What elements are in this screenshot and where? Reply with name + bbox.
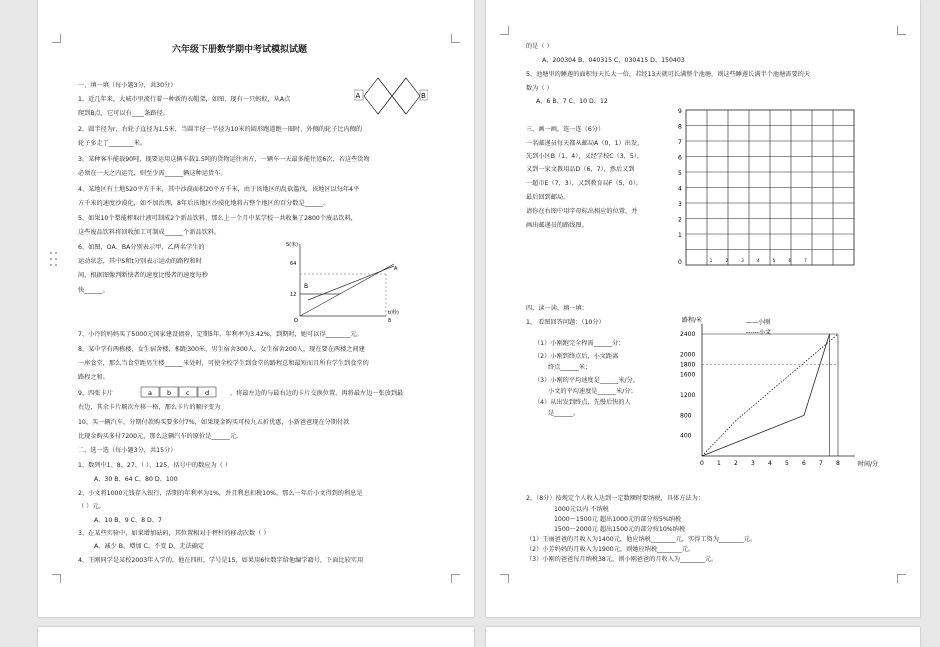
question-line: 4、某地区有土地520平方千米，其中沙漠面积20平方千米，由于该地区的乱砍滥伐，该地区以每年4平 <box>78 186 360 193</box>
question-line: 最后回到邮局。 <box>526 194 570 201</box>
legend-xiaogang: ——小刚 <box>746 319 771 326</box>
question-line: 请你在右图中用字母标出相应的位置，并 <box>526 208 638 215</box>
chart-x-tick: 4 <box>768 460 772 467</box>
question-line: ，将最左边的与最右边的卡片交换位置，再将最左边一张放到最 <box>230 390 404 397</box>
legend-xiaowen: ------小文 <box>746 329 771 336</box>
grid-y-tick: 3 <box>678 201 682 208</box>
distance-time-chart <box>680 312 886 470</box>
answer-options: A、减少 B、增加 C、不变 D、无法确定 <box>94 543 205 550</box>
chart-x-tick: 3 <box>751 460 755 467</box>
answer-options: A、30 B、64 C、80 D、100 <box>94 476 178 483</box>
section-2-heading: 二、选一选（每小题3分，共15分） <box>78 447 177 454</box>
grid-y-tick: 7 <box>678 139 682 146</box>
chart-x-title: 时间/分 <box>858 461 879 468</box>
question-line: 8、某中学有两栋楼，女生宿舍楼，相距300米，男生宿舍300人，女生宿舍200人，现在要在两楼之间建 <box>78 346 365 353</box>
question-line: 一超市E（7，3），又到教育局F（5，0）， <box>526 180 643 187</box>
chart-x-tick: 0 <box>700 460 704 467</box>
question-line: 这些废品饮料将回收加工可制成______个新品饮料。 <box>78 229 221 236</box>
chart-x-tick: 7 <box>819 460 823 467</box>
tax-row: 1000元以内 不纳税 <box>554 506 609 513</box>
grid-y-tick: 6 <box>678 154 682 162</box>
question-line: 爬到B点，它可以有____条路径。 <box>78 110 169 117</box>
question-line: 又到一家文教用品D（6，7），然后又到 <box>526 166 635 173</box>
grid-x-tick: 3 <box>741 258 744 263</box>
chart-y-tick: 1600 <box>680 371 696 379</box>
question-line: （1）小刚跑完全程需______分； <box>534 340 625 347</box>
graph-tick: 64 <box>290 261 297 267</box>
grid-x-tick: 1 <box>709 258 713 263</box>
question-line: 快______。 <box>78 287 109 294</box>
chart-y-tick: 2000 <box>680 351 696 359</box>
graph-tick: 12 <box>290 292 297 298</box>
question-line: 轮子多走了________米。 <box>78 140 147 147</box>
question-line: 运动状态，其中S和t分别表示运动的路程和时 <box>78 258 202 265</box>
card-row <box>140 386 218 398</box>
question-line: 2、（8分）按规定个人收入达到一定数额时要纳税，具体方法为： <box>526 495 705 502</box>
chart-x-tick: 6 <box>802 460 806 467</box>
card-label: c <box>186 389 190 397</box>
graph-point-b: B <box>304 283 309 290</box>
question-line: 一座食堂，那么当食堂距男生楼______米处时，可使全校学生到食堂的路程总和最短而且所有学生到食堂的 <box>78 360 369 367</box>
question-line: （3）小刚的平均速度是______米/分， <box>534 377 640 384</box>
question-line: 右边，其余卡片顺次左移一格，那么卡片的顺序变为 <box>78 404 221 411</box>
question-line: 1、数列中1、8、27、（ ）、125，括号中的数应为（ ） <box>78 462 231 469</box>
grid-x-tick: 7 <box>804 258 807 263</box>
grid-y-tick: 4 <box>678 185 682 193</box>
grid-y-tick: 9 <box>678 108 682 115</box>
question-line: 先到小区B（1，4），又经学校C（3，5）， <box>526 153 644 160</box>
question-line: 小文的平均速度是______米/分； <box>548 388 637 395</box>
question-line: （2）小芳妈妈的月收入为1900元，则她应纳税________元。 <box>526 546 695 553</box>
grid-y-tick: 8 <box>678 123 682 131</box>
question-line: 10、买一辆汽车，分期付款购买要多付7%，如果现金购买可按九五折优惠，小新爸爸现在分期付款 <box>78 419 350 426</box>
question-line: 1、 看图回答问题：（10分） <box>526 319 605 326</box>
chart-y-title: 路程/米 <box>682 317 703 324</box>
question-line: 路程之和。 <box>78 374 109 381</box>
graph-x-label: t(秒) <box>388 310 399 316</box>
exam-title: 六年级下册数学期中考试模拟试题 <box>172 45 308 55</box>
series-xiaowen-line <box>702 334 838 456</box>
chart-x-tick: 8 <box>836 460 840 467</box>
section-4-heading: 四、读一读、填一填： <box>526 305 588 312</box>
question-line: （2）小刚到终点后，小文距离 <box>534 353 619 360</box>
question-line: 比现金购买多付7200元，那么这辆汽车的原价是______元。 <box>78 433 243 440</box>
question-line: 3、某种客车能载90吨，现要运用这辆车载1.5吨的货物运往南方，一辆车一天最多能往返6次，若这些货物 <box>78 156 370 163</box>
diamond-label-a: A <box>355 92 361 100</box>
exam-page-3 <box>38 627 474 647</box>
grid-y-tick: 5 <box>678 170 682 177</box>
question-line: 2、小文将1000元钱存入银行，活期的年利率为1%，并且利息扣税10%，那么一年后小文得到的利息是 <box>78 490 363 497</box>
chart-y-tick: 1800 <box>680 361 696 369</box>
grid-y-tick: 2 <box>678 216 682 224</box>
question-line: 6、如图，OA、BA分别表示甲、乙两名学生的 <box>78 244 205 251</box>
question-line: 一名邮递员每天都从邮局A（0，1）出发， <box>526 140 644 147</box>
question-line: 5、池塘里的睡莲的面积每天长大一倍，若经13天就可长满整个池塘，则这些睡莲长满半个池塘需要的天 <box>526 71 811 78</box>
grid-x-tick: 5 <box>772 258 776 263</box>
drag-handle-icon[interactable] <box>50 252 58 268</box>
question-line: 方千米的速度沙漠化，如不加治理，8年后该地区沙漠化地将占整个地区的百分数是______。 <box>78 200 330 207</box>
chart-y-tick: 400 <box>680 432 692 440</box>
grid-x-tick: 2 <box>725 258 729 263</box>
question-line: 2、圆半径为r，右轮子直径为1.5米，当圆半径一半径为10米的圆形跑道跑一圈时，外侧的轮子比内侧的 <box>78 126 363 133</box>
question-line: 5、如果10个梨能榨取汁液可制成2个新品饮料，那么上一个月中某学校一共收集了2800个废品饮料， <box>78 215 357 222</box>
section-1-heading: 一、填一填（每小题3分，共30分） <box>78 82 177 89</box>
diamond-net-figure <box>354 76 428 116</box>
question-line: （3）小刚的爸爸每月纳税38元，则小刚爸爸的月收入为________元。 <box>526 556 718 563</box>
exam-page-4 <box>486 627 920 647</box>
question-line: 数为（ ） <box>526 85 553 92</box>
question-line: 终点______米； <box>548 364 592 371</box>
diamond-label-b: B <box>421 92 426 100</box>
coordinate-grid <box>676 104 882 284</box>
question-line: 7、小丹的妈妈买了5000元国家建设债券，定期5年，年利率为3.42%，到期时，她可以得________元。 <box>78 331 363 338</box>
question-line: 画出邮递员的路线图。 <box>526 222 588 229</box>
card-label: a <box>148 389 152 397</box>
question-line: （ ）元。 <box>78 503 105 510</box>
graph-point-o: O <box>294 318 298 324</box>
graph-y-label: S(米) <box>286 242 299 248</box>
grid-y-tick: 1 <box>678 232 682 239</box>
answer-options: A、10 B、9 C、8 D、7 <box>94 517 162 524</box>
chart-x-tick: 1 <box>717 460 721 467</box>
exam-page-1 <box>38 0 474 617</box>
question-line: 间，根据图像判断快者的速度比慢者的速度每秒 <box>78 272 208 279</box>
question-line: 1、近几年来，大城市里流行着一种新的衣帽架，如图，现有一只蚂蚁，从A点 <box>78 96 291 103</box>
tax-row: 1500～2000元 超出1500元的部分按10%纳税 <box>554 526 686 533</box>
exam-page-2 <box>486 0 920 617</box>
question-line: 9、四张卡片 <box>78 390 113 397</box>
question-line: （1）王丽爸爸的月收入为1400元，他应纳税________元，实得工资为________元。 <box>526 536 757 543</box>
chart-y-tick: 2400 <box>680 331 696 338</box>
chart-y-tick: 1200 <box>680 392 696 399</box>
grid-x-tick: 4 <box>757 258 760 263</box>
question-line: 4、王刚同学是某校2003年入学的，他在四班，学号是15，如果用6位数字给他编学籍号，下面比较实用 <box>78 557 364 564</box>
question-line: 3、在某些实验中，如果增加砝码，其位置相对于秤杆的移动次数（ ） <box>78 530 270 537</box>
question-line: 是______。 <box>548 410 579 417</box>
grid-y-tick: 0 <box>678 259 682 266</box>
motion-graph <box>282 238 400 324</box>
tax-row: 1000～1500元 超出1000元的部分按5%纳税 <box>554 516 682 523</box>
question-line: 的是（ ） <box>526 43 553 50</box>
chart-x-tick: 5 <box>785 460 789 467</box>
section-3-heading: 三、画一画，连一连（6分） <box>526 126 605 133</box>
answer-options: A、200304 B、040315 C、030415 D、150403 <box>542 57 685 64</box>
chart-x-tick: 2 <box>734 460 738 467</box>
chart-y-tick: 800 <box>680 412 692 420</box>
question-line: 必须在一天之内运完，则至少需______辆这种运货车。 <box>78 170 227 177</box>
card-label: d <box>205 389 210 397</box>
graph-point-a: A <box>394 266 398 272</box>
graph-tick: 8 <box>388 318 392 324</box>
answer-options: A、6 B、7 C、10 D、12 <box>536 98 608 105</box>
question-line: （4）从出发到终点，先慢后快的人 <box>534 399 631 406</box>
card-label: b <box>167 389 172 397</box>
grid-x-tick: 6 <box>788 258 792 263</box>
